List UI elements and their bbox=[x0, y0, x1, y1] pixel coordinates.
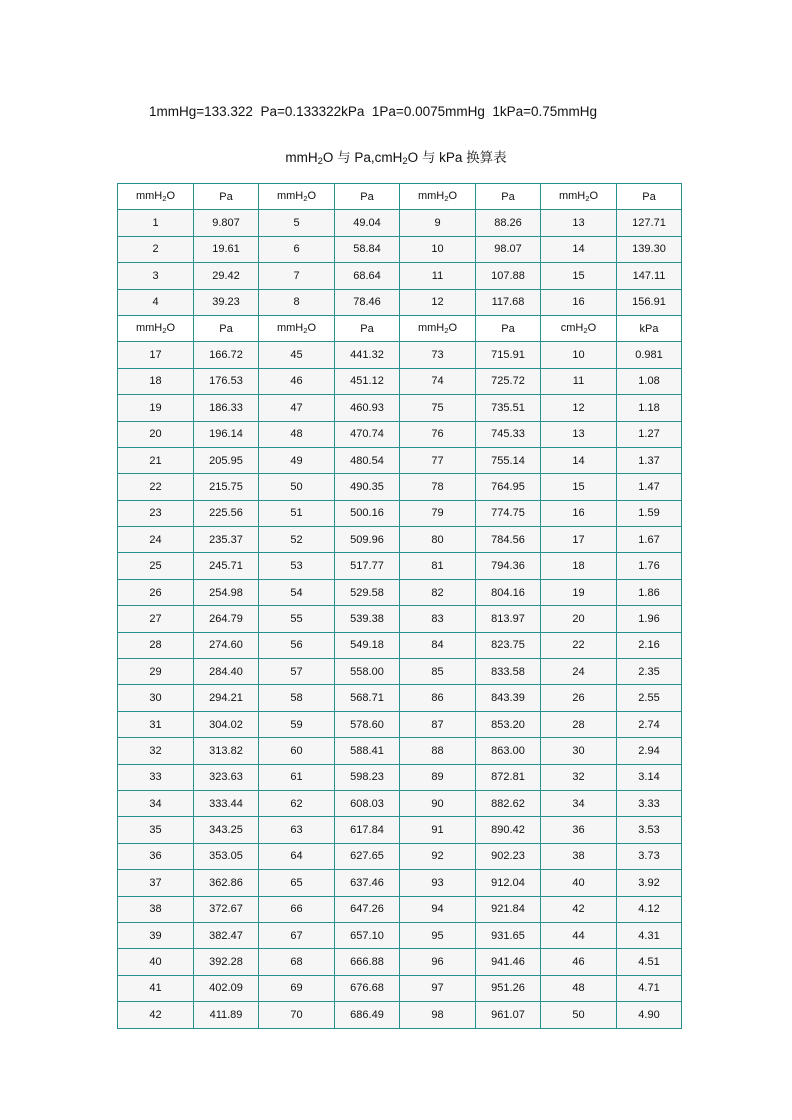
table-cell: 451.12 bbox=[335, 368, 400, 394]
column-header: Pa bbox=[194, 315, 259, 341]
table-cell: 4.51 bbox=[617, 949, 682, 975]
table-cell: 245.71 bbox=[194, 553, 259, 579]
table-cell: 205.95 bbox=[194, 447, 259, 473]
table-cell: 500.16 bbox=[335, 500, 400, 526]
table-cell: 98 bbox=[400, 1002, 476, 1028]
table-row bbox=[118, 1002, 682, 1028]
table-cell: 715.91 bbox=[476, 342, 541, 368]
table-cell: 764.95 bbox=[476, 474, 541, 500]
table-cell: 79 bbox=[400, 500, 476, 526]
table-cell: 49.04 bbox=[335, 210, 400, 236]
table-cell: 480.54 bbox=[335, 447, 400, 473]
table-cell: 76 bbox=[400, 421, 476, 447]
table-row bbox=[118, 817, 682, 843]
table-cell: 92 bbox=[400, 843, 476, 869]
table-cell: 745.33 bbox=[476, 421, 541, 447]
table-row bbox=[118, 289, 682, 315]
table-cell: 10 bbox=[541, 342, 617, 368]
table-cell: 323.63 bbox=[194, 764, 259, 790]
table-cell: 529.58 bbox=[335, 579, 400, 605]
table-cell: 20 bbox=[118, 421, 194, 447]
table-row bbox=[118, 500, 682, 526]
table-cell: 961.07 bbox=[476, 1002, 541, 1028]
table-cell: 843.39 bbox=[476, 685, 541, 711]
table-cell: 50 bbox=[259, 474, 335, 500]
table-cell: 215.75 bbox=[194, 474, 259, 500]
table-cell: 235.37 bbox=[194, 527, 259, 553]
table-cell: 264.79 bbox=[194, 606, 259, 632]
table-cell: 9.807 bbox=[194, 210, 259, 236]
table-cell: 372.67 bbox=[194, 896, 259, 922]
table-cell: 34 bbox=[118, 790, 194, 816]
table-cell: 57 bbox=[259, 659, 335, 685]
column-header: mmH$_2$O bbox=[541, 184, 617, 210]
table-cell: 14 bbox=[541, 447, 617, 473]
column-header: Pa bbox=[335, 315, 400, 341]
table-cell: 1.59 bbox=[617, 500, 682, 526]
table-cell: 48 bbox=[259, 421, 335, 447]
table-cell: 549.18 bbox=[335, 632, 400, 658]
table-cell: 186.33 bbox=[194, 395, 259, 421]
table-cell: 13 bbox=[541, 421, 617, 447]
table-cell: 12 bbox=[541, 395, 617, 421]
table-cell: 58.84 bbox=[335, 236, 400, 262]
table-cell: 4.31 bbox=[617, 922, 682, 948]
table-cell: 176.53 bbox=[194, 368, 259, 394]
table-cell: 36 bbox=[541, 817, 617, 843]
table-cell: 813.97 bbox=[476, 606, 541, 632]
table-cell: 872.81 bbox=[476, 764, 541, 790]
table-cell: 1.27 bbox=[617, 421, 682, 447]
table-cell: 755.14 bbox=[476, 447, 541, 473]
table-cell: 30 bbox=[541, 738, 617, 764]
table-cell: 941.46 bbox=[476, 949, 541, 975]
table-cell: 735.51 bbox=[476, 395, 541, 421]
table-cell: 45 bbox=[259, 342, 335, 368]
table-cell: 784.56 bbox=[476, 527, 541, 553]
column-header: mmH$_2$O bbox=[400, 315, 476, 341]
table-cell: 93 bbox=[400, 870, 476, 896]
table-cell: 1.86 bbox=[617, 579, 682, 605]
column-header: mmH$_2$O bbox=[259, 315, 335, 341]
table-row bbox=[118, 263, 682, 289]
table-cell: 11 bbox=[541, 368, 617, 394]
table-cell: 42 bbox=[118, 1002, 194, 1028]
table-cell: 568.71 bbox=[335, 685, 400, 711]
table-cell: 196.14 bbox=[194, 421, 259, 447]
table-cell: 156.91 bbox=[617, 289, 682, 315]
table-cell: 31 bbox=[118, 711, 194, 737]
table-cell: 32 bbox=[118, 738, 194, 764]
table-row bbox=[118, 210, 682, 236]
table-cell: 3.92 bbox=[617, 870, 682, 896]
table-cell: 68 bbox=[259, 949, 335, 975]
table-cell: 24 bbox=[541, 659, 617, 685]
table-cell: 87 bbox=[400, 711, 476, 737]
table-cell: 343.25 bbox=[194, 817, 259, 843]
table-cell: 3.33 bbox=[617, 790, 682, 816]
table-cell: 4.12 bbox=[617, 896, 682, 922]
table-cell: 67 bbox=[259, 922, 335, 948]
table-cell: 39.23 bbox=[194, 289, 259, 315]
table-cell: 27 bbox=[118, 606, 194, 632]
table-cell: 4.90 bbox=[617, 1002, 682, 1028]
table-cell: 82 bbox=[400, 579, 476, 605]
table-row bbox=[118, 368, 682, 394]
table-cell: 3.14 bbox=[617, 764, 682, 790]
table-cell: 1.18 bbox=[617, 395, 682, 421]
table-cell: 39 bbox=[118, 922, 194, 948]
table-cell: 37 bbox=[118, 870, 194, 896]
table-cell: 51 bbox=[259, 500, 335, 526]
table-cell: 333.44 bbox=[194, 790, 259, 816]
table-row bbox=[118, 395, 682, 421]
table-row bbox=[118, 553, 682, 579]
table-cell: 608.03 bbox=[335, 790, 400, 816]
table-cell: 58 bbox=[259, 685, 335, 711]
table-cell: 4 bbox=[118, 289, 194, 315]
table-cell: 73 bbox=[400, 342, 476, 368]
table-cell: 598.23 bbox=[335, 764, 400, 790]
table-cell: 25 bbox=[118, 553, 194, 579]
table-cell: 84 bbox=[400, 632, 476, 658]
table-cell: 8 bbox=[259, 289, 335, 315]
column-header: kPa bbox=[617, 315, 682, 341]
table-cell: 166.72 bbox=[194, 342, 259, 368]
table-row bbox=[118, 711, 682, 737]
table-cell: 22 bbox=[118, 474, 194, 500]
table-cell: 902.23 bbox=[476, 843, 541, 869]
table-cell: 40 bbox=[118, 949, 194, 975]
column-header: Pa bbox=[194, 184, 259, 210]
table-row bbox=[118, 579, 682, 605]
table-cell: 68.64 bbox=[335, 263, 400, 289]
table-cell: 3.73 bbox=[617, 843, 682, 869]
table-cell: 15 bbox=[541, 474, 617, 500]
table-row bbox=[118, 896, 682, 922]
table-cell: 44 bbox=[541, 922, 617, 948]
table-cell: 1.76 bbox=[617, 553, 682, 579]
table-cell: 951.26 bbox=[476, 975, 541, 1001]
table-cell: 78.46 bbox=[335, 289, 400, 315]
table-cell: 66 bbox=[259, 896, 335, 922]
table-cell: 147.11 bbox=[617, 263, 682, 289]
table-cell: 75 bbox=[400, 395, 476, 421]
table-cell: 863.00 bbox=[476, 738, 541, 764]
table-cell: 81 bbox=[400, 553, 476, 579]
table-cell: 804.16 bbox=[476, 579, 541, 605]
table-cell: 74 bbox=[400, 368, 476, 394]
table-cell: 225.56 bbox=[194, 500, 259, 526]
table-cell: 382.47 bbox=[194, 922, 259, 948]
table-cell: 617.84 bbox=[335, 817, 400, 843]
table-cell: 30 bbox=[118, 685, 194, 711]
table-cell: 28 bbox=[541, 711, 617, 737]
table-cell: 18 bbox=[118, 368, 194, 394]
table-cell: 637.46 bbox=[335, 870, 400, 896]
table-cell: 41 bbox=[118, 975, 194, 1001]
table-cell: 60 bbox=[259, 738, 335, 764]
table-cell: 588.41 bbox=[335, 738, 400, 764]
table-title: mmH$_2$O 与 Pa,cmH$_2$O 与 kPa 换算表 bbox=[285, 150, 507, 167]
table-cell: 64 bbox=[259, 843, 335, 869]
table-cell: 1 bbox=[118, 210, 194, 236]
table-cell: 853.20 bbox=[476, 711, 541, 737]
table-cell: 6 bbox=[259, 236, 335, 262]
table-cell: 38 bbox=[541, 843, 617, 869]
table-cell: 53 bbox=[259, 553, 335, 579]
table-cell: 54 bbox=[259, 579, 335, 605]
table-cell: 42 bbox=[541, 896, 617, 922]
table-cell: 14 bbox=[541, 236, 617, 262]
table-cell: 1.96 bbox=[617, 606, 682, 632]
table-cell: 18 bbox=[541, 553, 617, 579]
table-cell: 19 bbox=[541, 579, 617, 605]
table-cell: 7 bbox=[259, 263, 335, 289]
table-cell: 19 bbox=[118, 395, 194, 421]
table-cell: 86 bbox=[400, 685, 476, 711]
table-cell: 127.71 bbox=[617, 210, 682, 236]
table-cell: 26 bbox=[541, 685, 617, 711]
table-cell: 912.04 bbox=[476, 870, 541, 896]
table-cell: 460.93 bbox=[335, 395, 400, 421]
table-row bbox=[118, 764, 682, 790]
table-cell: 78 bbox=[400, 474, 476, 500]
table-cell: 353.05 bbox=[194, 843, 259, 869]
table-row bbox=[118, 421, 682, 447]
table-cell: 23 bbox=[118, 500, 194, 526]
table-cell: 16 bbox=[541, 289, 617, 315]
table-cell: 36 bbox=[118, 843, 194, 869]
table-cell: 1.47 bbox=[617, 474, 682, 500]
table-cell: 13 bbox=[541, 210, 617, 236]
table-row bbox=[118, 342, 682, 368]
table-cell: 313.82 bbox=[194, 738, 259, 764]
table-cell: 676.68 bbox=[335, 975, 400, 1001]
table-cell: 107.88 bbox=[476, 263, 541, 289]
table-cell: 470.74 bbox=[335, 421, 400, 447]
table-cell: 80 bbox=[400, 527, 476, 553]
table-cell: 85 bbox=[400, 659, 476, 685]
column-header: mmH$_2$O bbox=[118, 184, 194, 210]
table-cell: 2.35 bbox=[617, 659, 682, 685]
table-cell: 29 bbox=[118, 659, 194, 685]
column-header: mmH$_2$O bbox=[259, 184, 335, 210]
table-cell: 17 bbox=[118, 342, 194, 368]
table-cell: 88 bbox=[400, 738, 476, 764]
table-cell: 69 bbox=[259, 975, 335, 1001]
table-cell: 666.88 bbox=[335, 949, 400, 975]
conversion-formula-line: 1mmHg=133.322 Pa=0.133322kPa 1Pa=0.0075mmHg 1kPa=0.75mmHg bbox=[149, 104, 598, 119]
table-cell: 517.77 bbox=[335, 553, 400, 579]
table-row bbox=[118, 843, 682, 869]
column-header: mmH$_2$O bbox=[118, 315, 194, 341]
table-cell: 686.49 bbox=[335, 1002, 400, 1028]
table-cell: 402.09 bbox=[194, 975, 259, 1001]
column-header: cmH$_2$O bbox=[541, 315, 617, 341]
column-header: Pa bbox=[617, 184, 682, 210]
table-cell: 294.21 bbox=[194, 685, 259, 711]
table-row bbox=[118, 922, 682, 948]
table-cell: 91 bbox=[400, 817, 476, 843]
table-cell: 657.10 bbox=[335, 922, 400, 948]
table-row bbox=[118, 606, 682, 632]
table-cell: 882.62 bbox=[476, 790, 541, 816]
table-row bbox=[118, 685, 682, 711]
column-header: Pa bbox=[335, 184, 400, 210]
table-cell: 0.981 bbox=[617, 342, 682, 368]
table-cell: 32 bbox=[541, 764, 617, 790]
table-cell: 392.28 bbox=[194, 949, 259, 975]
table-cell: 29.42 bbox=[194, 263, 259, 289]
table-cell: 833.58 bbox=[476, 659, 541, 685]
table-cell: 3 bbox=[118, 263, 194, 289]
table-cell: 539.38 bbox=[335, 606, 400, 632]
table-row bbox=[118, 738, 682, 764]
table-row bbox=[118, 236, 682, 262]
table-cell: 2.55 bbox=[617, 685, 682, 711]
table-header-row bbox=[118, 315, 682, 341]
table-cell: 647.26 bbox=[335, 896, 400, 922]
table-cell: 50 bbox=[541, 1002, 617, 1028]
table-cell: 10 bbox=[400, 236, 476, 262]
table-cell: 9 bbox=[400, 210, 476, 236]
table-cell: 46 bbox=[259, 368, 335, 394]
table-cell: 19.61 bbox=[194, 236, 259, 262]
table-cell: 16 bbox=[541, 500, 617, 526]
table-cell: 47 bbox=[259, 395, 335, 421]
table-cell: 56 bbox=[259, 632, 335, 658]
table-cell: 62 bbox=[259, 790, 335, 816]
table-cell: 921.84 bbox=[476, 896, 541, 922]
table-cell: 65 bbox=[259, 870, 335, 896]
table-cell: 97 bbox=[400, 975, 476, 1001]
table-cell: 89 bbox=[400, 764, 476, 790]
conversion-table bbox=[117, 183, 682, 1029]
table-cell: 3.53 bbox=[617, 817, 682, 843]
table-cell: 48 bbox=[541, 975, 617, 1001]
table-cell: 24 bbox=[118, 527, 194, 553]
table-cell: 15 bbox=[541, 263, 617, 289]
table-cell: 304.02 bbox=[194, 711, 259, 737]
table-cell: 96 bbox=[400, 949, 476, 975]
table-cell: 40 bbox=[541, 870, 617, 896]
table-row bbox=[118, 474, 682, 500]
table-cell: 509.96 bbox=[335, 527, 400, 553]
table-cell: 46 bbox=[541, 949, 617, 975]
table-cell: 1.37 bbox=[617, 447, 682, 473]
table-row bbox=[118, 949, 682, 975]
table-cell: 2.94 bbox=[617, 738, 682, 764]
table-cell: 774.75 bbox=[476, 500, 541, 526]
table-cell: 627.65 bbox=[335, 843, 400, 869]
table-cell: 5 bbox=[259, 210, 335, 236]
table-cell: 98.07 bbox=[476, 236, 541, 262]
table-cell: 411.89 bbox=[194, 1002, 259, 1028]
table-row bbox=[118, 870, 682, 896]
table-cell: 890.42 bbox=[476, 817, 541, 843]
table-cell: 254.98 bbox=[194, 579, 259, 605]
table-cell: 94 bbox=[400, 896, 476, 922]
table-cell: 362.86 bbox=[194, 870, 259, 896]
table-cell: 33 bbox=[118, 764, 194, 790]
column-header: Pa bbox=[476, 315, 541, 341]
table-cell: 21 bbox=[118, 447, 194, 473]
table-cell: 70 bbox=[259, 1002, 335, 1028]
table-cell: 274.60 bbox=[194, 632, 259, 658]
table-cell: 11 bbox=[400, 263, 476, 289]
table-cell: 725.72 bbox=[476, 368, 541, 394]
table-cell: 139.30 bbox=[617, 236, 682, 262]
table-cell: 490.35 bbox=[335, 474, 400, 500]
table-row bbox=[118, 527, 682, 553]
table-cell: 17 bbox=[541, 527, 617, 553]
table-cell: 59 bbox=[259, 711, 335, 737]
table-row bbox=[118, 975, 682, 1001]
column-header: Pa bbox=[476, 184, 541, 210]
table-cell: 88.26 bbox=[476, 210, 541, 236]
table-cell: 38 bbox=[118, 896, 194, 922]
table-cell: 2.74 bbox=[617, 711, 682, 737]
table-cell: 1.08 bbox=[617, 368, 682, 394]
table-cell: 117.68 bbox=[476, 289, 541, 315]
table-cell: 4.71 bbox=[617, 975, 682, 1001]
table-cell: 28 bbox=[118, 632, 194, 658]
table-cell: 794.36 bbox=[476, 553, 541, 579]
table-cell: 34 bbox=[541, 790, 617, 816]
table-row bbox=[118, 659, 682, 685]
table-cell: 83 bbox=[400, 606, 476, 632]
table-cell: 26 bbox=[118, 579, 194, 605]
table-cell: 12 bbox=[400, 289, 476, 315]
table-cell: 63 bbox=[259, 817, 335, 843]
table-row bbox=[118, 790, 682, 816]
table-cell: 95 bbox=[400, 922, 476, 948]
table-row bbox=[118, 447, 682, 473]
table-cell: 55 bbox=[259, 606, 335, 632]
table-cell: 90 bbox=[400, 790, 476, 816]
table-cell: 2.16 bbox=[617, 632, 682, 658]
table-cell: 558.00 bbox=[335, 659, 400, 685]
table-cell: 1.67 bbox=[617, 527, 682, 553]
table-cell: 49 bbox=[259, 447, 335, 473]
table-cell: 578.60 bbox=[335, 711, 400, 737]
column-header: mmH$_2$O bbox=[400, 184, 476, 210]
table-cell: 284.40 bbox=[194, 659, 259, 685]
table-cell: 931.65 bbox=[476, 922, 541, 948]
table-cell: 22 bbox=[541, 632, 617, 658]
table-row bbox=[118, 632, 682, 658]
table-cell: 2 bbox=[118, 236, 194, 262]
table-cell: 61 bbox=[259, 764, 335, 790]
table-cell: 77 bbox=[400, 447, 476, 473]
table-cell: 20 bbox=[541, 606, 617, 632]
table-cell: 35 bbox=[118, 817, 194, 843]
table-cell: 823.75 bbox=[476, 632, 541, 658]
table-cell: 441.32 bbox=[335, 342, 400, 368]
table-header-row bbox=[118, 184, 682, 210]
table-cell: 52 bbox=[259, 527, 335, 553]
